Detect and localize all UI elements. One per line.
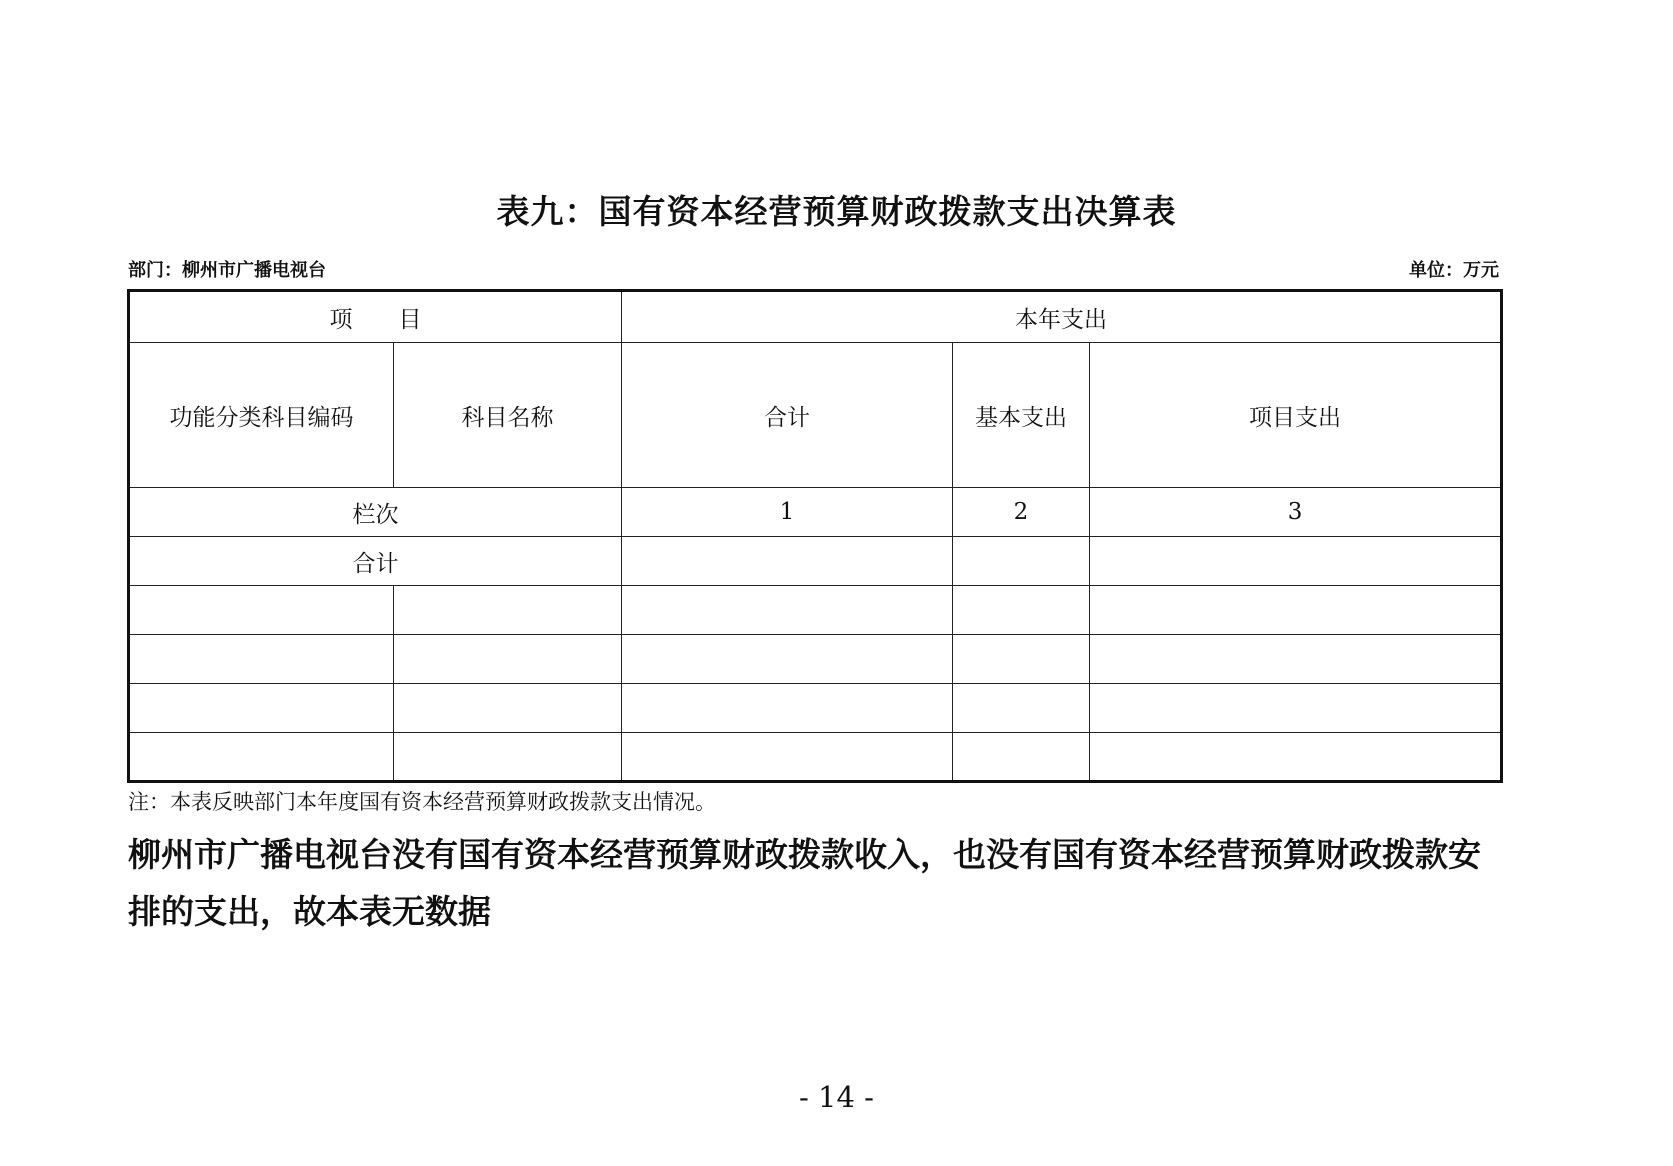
table-row bbox=[129, 635, 1502, 684]
budget-table bbox=[127, 289, 1503, 783]
row-project bbox=[1090, 635, 1502, 684]
row-code bbox=[129, 586, 394, 635]
header-item: 项 目 bbox=[129, 291, 622, 343]
department-label: 部门：柳州市广播电视台 bbox=[128, 260, 326, 281]
column-index-1: 1 bbox=[622, 488, 953, 537]
table-subheader-row bbox=[129, 343, 1502, 488]
row-basic bbox=[953, 586, 1090, 635]
column-code-header: 功能分类科目编码 bbox=[129, 343, 394, 488]
no-data-statement: 柳州市广播电视台没有国有资本经营预算财政拨款收入，也没有国有资本经营预算财政拨款安排的支出，故本表无数据 bbox=[128, 835, 1481, 931]
total-row bbox=[129, 537, 1502, 586]
column-index-2: 2 bbox=[953, 488, 1090, 537]
column-project-header: 项目支出 bbox=[1090, 343, 1502, 488]
table-row bbox=[129, 684, 1502, 733]
row-name bbox=[394, 684, 622, 733]
column-name-header: 科目名称 bbox=[394, 343, 622, 488]
row-total bbox=[622, 635, 953, 684]
row-name bbox=[394, 635, 622, 684]
column-index-3: 3 bbox=[1090, 488, 1502, 537]
row-code bbox=[129, 733, 394, 782]
total-project-cell bbox=[1090, 537, 1502, 586]
row-basic bbox=[953, 733, 1090, 782]
total-label: 合计 bbox=[129, 537, 622, 586]
row-name bbox=[394, 586, 622, 635]
table-note: 注：本表反映部门本年度国有资本经营预算财政拨款支出情况。 bbox=[128, 790, 716, 814]
total-cell bbox=[622, 537, 953, 586]
row-total bbox=[622, 733, 953, 782]
total-basic-cell bbox=[953, 537, 1090, 586]
row-basic bbox=[953, 635, 1090, 684]
row-project bbox=[1090, 684, 1502, 733]
row-total bbox=[622, 586, 953, 635]
row-project bbox=[1090, 586, 1502, 635]
page-number: - 14 - bbox=[799, 1080, 874, 1114]
row-code bbox=[129, 684, 394, 733]
page-title: 表九：国有资本经营预算财政拨款支出决算表 bbox=[496, 192, 1177, 231]
column-index-label: 栏次 bbox=[129, 488, 622, 537]
unit-label: 单位：万元 bbox=[1409, 260, 1499, 281]
row-total bbox=[622, 684, 953, 733]
row-name bbox=[394, 733, 622, 782]
header-current-year: 本年支出 bbox=[622, 291, 1502, 343]
column-basic-header: 基本支出 bbox=[953, 343, 1090, 488]
row-basic bbox=[953, 684, 1090, 733]
column-total-header: 合计 bbox=[622, 343, 953, 488]
table-row bbox=[129, 586, 1502, 635]
row-project bbox=[1090, 733, 1502, 782]
row-code bbox=[129, 635, 394, 684]
table-header-row bbox=[129, 291, 1502, 343]
table-row bbox=[129, 733, 1502, 782]
column-index-row bbox=[129, 488, 1502, 537]
